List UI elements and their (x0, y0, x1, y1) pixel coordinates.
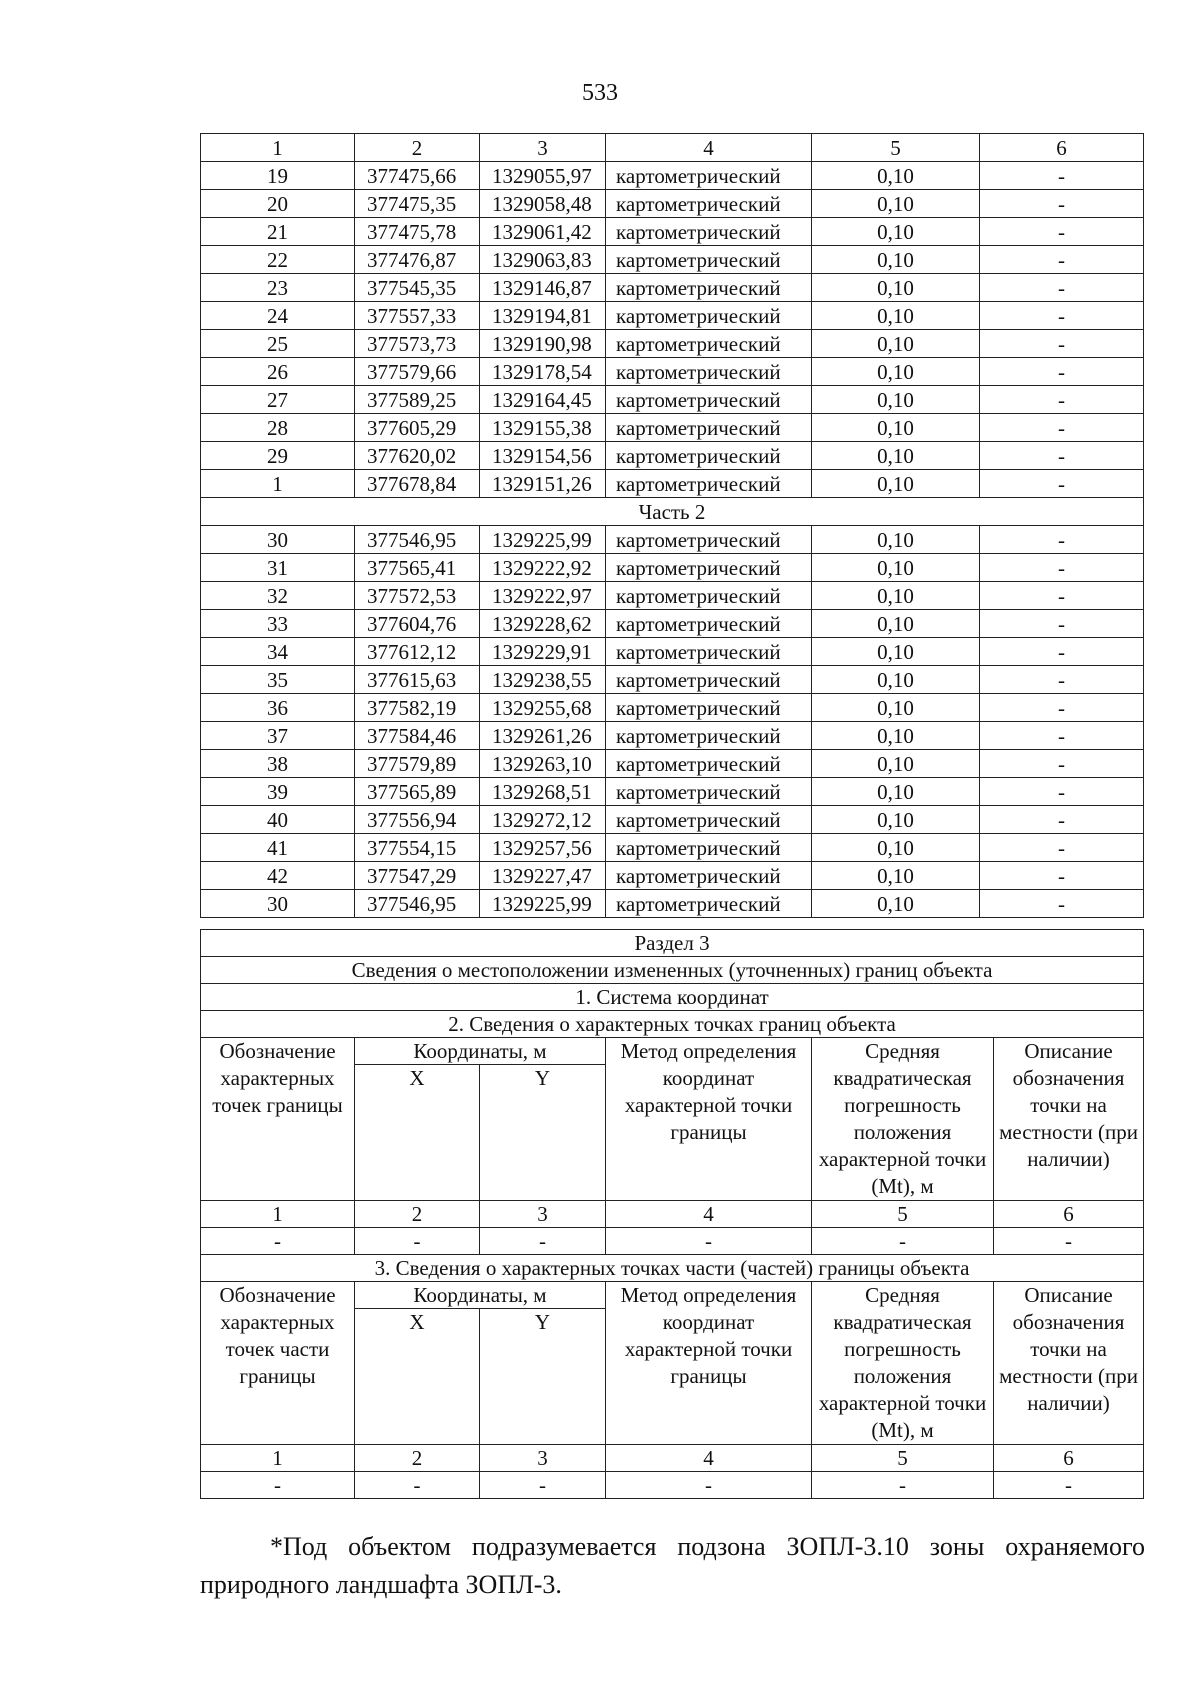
coordinates-table (200, 133, 1144, 918)
y-coordinate: 1329227,47 (480, 862, 606, 890)
column-number: 5 (812, 134, 980, 162)
y-coordinate: 1329146,87 (480, 274, 606, 302)
accuracy: 0,10 (812, 862, 980, 890)
x-header: X (355, 1065, 480, 1201)
point-number: 26 (201, 358, 355, 386)
accuracy: 0,10 (812, 302, 980, 330)
accuracy: 0,10 (812, 554, 980, 582)
method: картометрический (606, 302, 812, 330)
point-number: 24 (201, 302, 355, 330)
description: - (980, 890, 1144, 918)
parts-designation-header: Обозначение характерных точек части границы (201, 1282, 355, 1445)
y-coordinate: 1329229,91 (480, 638, 606, 666)
description: - (980, 694, 1144, 722)
table-row (201, 554, 1144, 582)
column-number: 3 (480, 1445, 606, 1472)
description: - (980, 190, 1144, 218)
footnote: *Под объектом подразумевается подзона ЗОПЛ-3.10 зоны охраняемого природного ландшафта ЗОПЛ-3. (200, 1532, 1145, 1599)
empty-cell: - (812, 1228, 994, 1255)
description: - (980, 862, 1144, 890)
y-coordinate: 1329263,10 (480, 750, 606, 778)
description: - (980, 582, 1144, 610)
point-number: 32 (201, 582, 355, 610)
column-number: 4 (606, 1201, 812, 1228)
method: картометрический (606, 834, 812, 862)
point-number: 28 (201, 414, 355, 442)
x-coordinate: 377612,12 (355, 638, 480, 666)
column-number: 5 (812, 1445, 994, 1472)
parts-method-header: Метод определения координат характерной точки границы (606, 1282, 812, 1445)
designation-header: Обозначение характерных точек границы (201, 1038, 355, 1201)
accuracy: 0,10 (812, 610, 980, 638)
parts-points-title: 3. Сведения о характерных точках части (частей) границы объекта (201, 1255, 1144, 1282)
column-number: 3 (480, 1201, 606, 1228)
empty-cell: - (994, 1472, 1144, 1499)
table-row (201, 694, 1144, 722)
accuracy: 0,10 (812, 246, 980, 274)
y-coordinate: 1329225,99 (480, 526, 606, 554)
x-coordinate: 377476,87 (355, 246, 480, 274)
y-coordinate: 1329261,26 (480, 722, 606, 750)
coords-header: Координаты, м (355, 1038, 606, 1065)
points-column-number-row (201, 1201, 1144, 1228)
description: - (980, 162, 1144, 190)
x-coordinate: 377589,25 (355, 386, 480, 414)
table-row (201, 302, 1144, 330)
parts-y-header: Y (480, 1309, 606, 1445)
y-coordinate: 1329268,51 (480, 778, 606, 806)
parts-points-title-row (201, 1255, 1144, 1282)
point-number: 19 (201, 162, 355, 190)
table-row (201, 666, 1144, 694)
point-number: 40 (201, 806, 355, 834)
accuracy: 0,10 (812, 750, 980, 778)
y-coordinate: 1329255,68 (480, 694, 606, 722)
column-number: 6 (994, 1201, 1144, 1228)
y-coordinate: 1329151,26 (480, 470, 606, 498)
accuracy: 0,10 (812, 442, 980, 470)
empty-cell: - (606, 1472, 812, 1499)
method: картометрический (606, 750, 812, 778)
empty-cell: - (606, 1228, 812, 1255)
method: картометрический (606, 694, 812, 722)
column-number: 2 (355, 134, 480, 162)
accuracy: 0,10 (812, 806, 980, 834)
section-subtitle: Сведения о местоположении измененных (уточненных) границ объекта (201, 957, 1144, 984)
column-number: 4 (606, 1445, 812, 1472)
x-coordinate: 377546,95 (355, 526, 480, 554)
x-coordinate: 377546,95 (355, 890, 480, 918)
x-coordinate: 377565,89 (355, 778, 480, 806)
parts-empty-row (201, 1472, 1144, 1499)
column-number: 1 (201, 134, 355, 162)
table-row (201, 834, 1144, 862)
points-title: 2. Сведения о характерных точках границ объекта (201, 1011, 1144, 1038)
x-coordinate: 377579,66 (355, 358, 480, 386)
description: - (980, 834, 1144, 862)
description: - (980, 386, 1144, 414)
point-number: 39 (201, 778, 355, 806)
accuracy: 0,10 (812, 582, 980, 610)
y-coordinate: 1329238,55 (480, 666, 606, 694)
description-header: Описание обозначения точки на местности (при наличии) (994, 1038, 1144, 1201)
point-number: 35 (201, 666, 355, 694)
parts-description-header: Описание обозначения точки на местности (при наличии) (994, 1282, 1144, 1445)
table-row (201, 190, 1144, 218)
y-coordinate: 1329228,62 (480, 610, 606, 638)
point-number: 21 (201, 218, 355, 246)
point-number: 29 (201, 442, 355, 470)
point-number: 33 (201, 610, 355, 638)
description: - (980, 778, 1144, 806)
method: картометрический (606, 470, 812, 498)
empty-cell: - (355, 1472, 480, 1499)
description: - (980, 218, 1144, 246)
y-header: Y (480, 1065, 606, 1201)
point-number: 31 (201, 554, 355, 582)
description: - (980, 274, 1144, 302)
x-coordinate: 377620,02 (355, 442, 480, 470)
accuracy: 0,10 (812, 274, 980, 302)
x-coordinate: 377615,63 (355, 666, 480, 694)
column-number: 1 (201, 1445, 355, 1472)
point-number: 30 (201, 890, 355, 918)
point-number: 23 (201, 274, 355, 302)
x-coordinate: 377573,73 (355, 330, 480, 358)
table-row (201, 414, 1144, 442)
section-subtitle-row (201, 957, 1144, 984)
description: - (980, 806, 1144, 834)
description: - (980, 610, 1144, 638)
method: картометрический (606, 190, 812, 218)
empty-cell: - (480, 1472, 606, 1499)
x-coordinate: 377557,33 (355, 302, 480, 330)
table-row (201, 610, 1144, 638)
x-coordinate: 377545,35 (355, 274, 480, 302)
table-row (201, 526, 1144, 554)
method: картометрический (606, 218, 812, 246)
accuracy: 0,10 (812, 526, 980, 554)
method: картометрический (606, 526, 812, 554)
y-coordinate: 1329155,38 (480, 414, 606, 442)
point-number: 34 (201, 638, 355, 666)
table-row (201, 470, 1144, 498)
accuracy: 0,10 (812, 834, 980, 862)
y-coordinate: 1329154,56 (480, 442, 606, 470)
method: картометрический (606, 666, 812, 694)
y-coordinate: 1329225,99 (480, 890, 606, 918)
column-number: 6 (994, 1445, 1144, 1472)
method: картометрический (606, 274, 812, 302)
coord-system-label: 1. Система координат (201, 984, 1144, 1011)
accuracy: 0,10 (812, 414, 980, 442)
accuracy: 0,10 (812, 218, 980, 246)
x-coordinate: 377605,29 (355, 414, 480, 442)
table-row (201, 806, 1144, 834)
accuracy: 0,10 (812, 722, 980, 750)
accuracy-header: Средняя квадратическая погрешность положения характерной точки (Mt), м (812, 1038, 994, 1201)
table-row (201, 246, 1144, 274)
method: картометрический (606, 358, 812, 386)
table-row (201, 442, 1144, 470)
section3-table (200, 929, 1144, 1499)
point-number: 36 (201, 694, 355, 722)
y-coordinate: 1329222,92 (480, 554, 606, 582)
accuracy: 0,10 (812, 694, 980, 722)
description: - (980, 442, 1144, 470)
column-number-row (201, 134, 1144, 162)
method: картометрический (606, 806, 812, 834)
method: картометрический (606, 246, 812, 274)
y-coordinate: 1329222,97 (480, 582, 606, 610)
point-number: 27 (201, 386, 355, 414)
column-number: 2 (355, 1445, 480, 1472)
table-row (201, 890, 1144, 918)
y-coordinate: 1329257,56 (480, 834, 606, 862)
x-coordinate: 377475,78 (355, 218, 480, 246)
x-coordinate: 377565,41 (355, 554, 480, 582)
y-coordinate: 1329061,42 (480, 218, 606, 246)
parts-coords-header: Координаты, м (355, 1282, 606, 1309)
empty-cell: - (355, 1228, 480, 1255)
part-label-row (201, 498, 1144, 526)
method: картометрический (606, 582, 812, 610)
column-number: 2 (355, 1201, 480, 1228)
point-number: 37 (201, 722, 355, 750)
x-coordinate: 377556,94 (355, 806, 480, 834)
accuracy: 0,10 (812, 666, 980, 694)
empty-cell: - (201, 1228, 355, 1255)
accuracy: 0,10 (812, 638, 980, 666)
y-coordinate: 1329058,48 (480, 190, 606, 218)
method: картометрический (606, 890, 812, 918)
description: - (980, 246, 1144, 274)
point-number: 38 (201, 750, 355, 778)
description: - (980, 526, 1144, 554)
table-row (201, 582, 1144, 610)
method: картометрический (606, 330, 812, 358)
method: картометрический (606, 554, 812, 582)
y-coordinate: 1329194,81 (480, 302, 606, 330)
coord-system-row (201, 984, 1144, 1011)
method: картометрический (606, 414, 812, 442)
parts-x-header: X (355, 1309, 480, 1445)
accuracy: 0,10 (812, 386, 980, 414)
empty-cell: - (480, 1228, 606, 1255)
point-number: 41 (201, 834, 355, 862)
column-number: 3 (480, 134, 606, 162)
point-number: 25 (201, 330, 355, 358)
description: - (980, 330, 1144, 358)
accuracy: 0,10 (812, 330, 980, 358)
section-title: Раздел 3 (201, 930, 1144, 957)
method: картометрический (606, 778, 812, 806)
description: - (980, 414, 1144, 442)
description: - (980, 638, 1144, 666)
page-number: 533 (582, 80, 618, 106)
point-number: 42 (201, 862, 355, 890)
x-coordinate: 377584,46 (355, 722, 480, 750)
point-number: 20 (201, 190, 355, 218)
column-number: 1 (201, 1201, 355, 1228)
method-header: Метод определения координат характерной точки границы (606, 1038, 812, 1201)
points-header-row (201, 1038, 1144, 1065)
method: картометрический (606, 386, 812, 414)
accuracy: 0,10 (812, 778, 980, 806)
empty-cell: - (812, 1472, 994, 1499)
method: картометрический (606, 162, 812, 190)
x-coordinate: 377554,15 (355, 834, 480, 862)
x-coordinate: 377572,53 (355, 582, 480, 610)
method: картометрический (606, 638, 812, 666)
description: - (980, 470, 1144, 498)
y-coordinate: 1329272,12 (480, 806, 606, 834)
table-row (201, 330, 1144, 358)
table-row (201, 722, 1144, 750)
description: - (980, 722, 1144, 750)
section-title-row (201, 930, 1144, 957)
accuracy: 0,10 (812, 162, 980, 190)
x-coordinate: 377579,89 (355, 750, 480, 778)
description: - (980, 666, 1144, 694)
x-coordinate: 377604,76 (355, 610, 480, 638)
table-row (201, 862, 1144, 890)
description: - (980, 358, 1144, 386)
y-coordinate: 1329178,54 (480, 358, 606, 386)
column-number: 6 (980, 134, 1144, 162)
column-number: 4 (606, 134, 812, 162)
method: картометрический (606, 610, 812, 638)
accuracy: 0,10 (812, 890, 980, 918)
y-coordinate: 1329063,83 (480, 246, 606, 274)
x-coordinate: 377678,84 (355, 470, 480, 498)
table-row (201, 162, 1144, 190)
table-row (201, 778, 1144, 806)
accuracy: 0,10 (812, 190, 980, 218)
table-row (201, 386, 1144, 414)
y-coordinate: 1329190,98 (480, 330, 606, 358)
method: картометрический (606, 862, 812, 890)
table-row (201, 218, 1144, 246)
table-row (201, 750, 1144, 778)
method: картометрический (606, 722, 812, 750)
x-coordinate: 377547,29 (355, 862, 480, 890)
parts-column-number-row (201, 1445, 1144, 1472)
part-label: Часть 2 (201, 498, 1144, 526)
parts-accuracy-header: Средняя квадратическая погрешность положения характерной точки (Mt), м (812, 1282, 994, 1445)
point-number: 1 (201, 470, 355, 498)
description: - (980, 750, 1144, 778)
y-coordinate: 1329164,45 (480, 386, 606, 414)
description: - (980, 554, 1144, 582)
empty-cell: - (201, 1472, 355, 1499)
parts-header-row (201, 1282, 1144, 1309)
points-title-row (201, 1011, 1144, 1038)
x-coordinate: 377582,19 (355, 694, 480, 722)
table-row (201, 274, 1144, 302)
description: - (980, 302, 1144, 330)
table-row (201, 358, 1144, 386)
x-coordinate: 377475,66 (355, 162, 480, 190)
accuracy: 0,10 (812, 470, 980, 498)
y-coordinate: 1329055,97 (480, 162, 606, 190)
x-coordinate: 377475,35 (355, 190, 480, 218)
point-number: 22 (201, 246, 355, 274)
table-row (201, 638, 1144, 666)
point-number: 30 (201, 526, 355, 554)
column-number: 5 (812, 1201, 994, 1228)
accuracy: 0,10 (812, 358, 980, 386)
points-empty-row (201, 1228, 1144, 1255)
method: картометрический (606, 442, 812, 470)
empty-cell: - (994, 1228, 1144, 1255)
